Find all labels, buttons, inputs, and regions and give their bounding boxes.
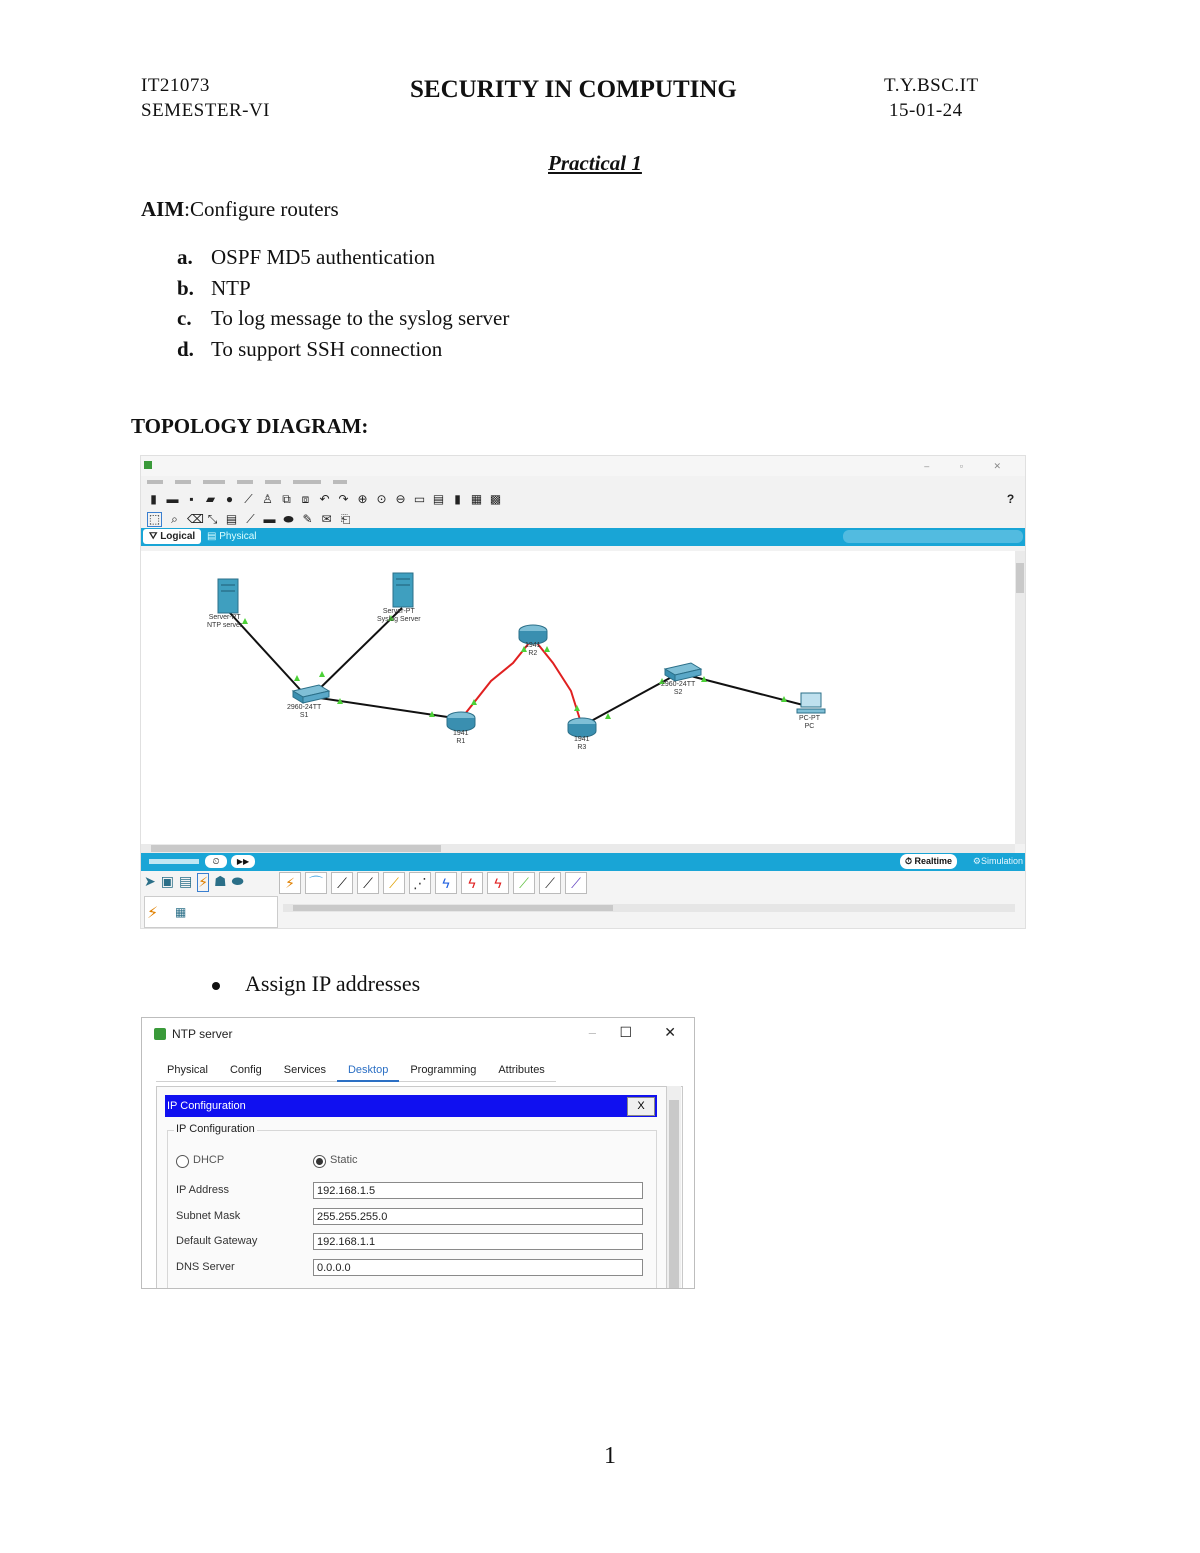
subnet-mask-field[interactable]: 255.255.255.0: [313, 1208, 643, 1225]
class-name: T.Y.BSC.IT: [884, 75, 979, 96]
static-label: Static: [330, 1154, 358, 1166]
tab-desktop[interactable]: Desktop: [337, 1060, 399, 1082]
workspace-horizontal-scrollbar[interactable]: [141, 844, 1015, 853]
list-marker: a.: [177, 245, 193, 269]
window-tabs: [156, 1060, 556, 1082]
realtime-button[interactable]: ⏱ Realtime: [900, 854, 957, 869]
straight-cable-icon: ⟋: [331, 872, 353, 894]
zoom-in-icon[interactable]: ⊕: [357, 491, 368, 506]
menu-item[interactable]: [265, 480, 281, 484]
add-pdu-icon[interactable]: ✉: [321, 511, 332, 526]
logical-workspace[interactable]: [141, 551, 1015, 844]
console-icon[interactable]: ▦: [470, 491, 483, 506]
freeform-icon[interactable]: ✎: [302, 511, 313, 526]
link-s2-pc: [679, 673, 807, 706]
ip-configuration-close-button[interactable]: X: [627, 1097, 655, 1116]
ellipse-icon[interactable]: ⬬: [283, 511, 294, 526]
pt-window-controls: – ▫ ✕: [924, 461, 1015, 471]
aim: [141, 197, 339, 222]
tab-programming[interactable]: Programming: [399, 1060, 487, 1082]
router-r1-icon: [447, 712, 475, 731]
list-text: To support SSH connection: [211, 336, 443, 361]
link-status-lights: [242, 615, 787, 719]
minimize-icon[interactable]: –: [588, 1025, 596, 1040]
dns-server-label: DNS Server: [176, 1261, 235, 1273]
info-icon[interactable]: ●: [225, 491, 234, 506]
ntp-server-window: [141, 1017, 695, 1289]
ip-address-label: IP Address: [176, 1184, 229, 1196]
save-icon[interactable]: ▪: [189, 491, 194, 506]
device-label-ntp: Server-PT NTP server: [207, 614, 243, 629]
semester: SEMESTER-VI: [141, 100, 270, 121]
date: 15-01-24: [889, 100, 963, 121]
dhcp-radio[interactable]: [176, 1155, 189, 1168]
pt-app-icon: [154, 1028, 166, 1040]
rectangle-icon[interactable]: ▬: [263, 511, 276, 526]
device-label-s1: 2960-24TT S1: [287, 704, 322, 719]
list-item: [177, 303, 509, 334]
bullet-text: Assign IP addresses: [245, 971, 421, 996]
crossover-cable-icon: ⟋: [357, 872, 379, 894]
menu-item[interactable]: [203, 480, 225, 484]
zoom-out-icon[interactable]: ⊖: [395, 491, 406, 506]
connections-icon: ⚡: [198, 874, 209, 890]
router-r3-icon: [568, 718, 596, 737]
tab-config[interactable]: Config: [219, 1060, 273, 1082]
resize-icon[interactable]: ⤡: [207, 511, 218, 526]
console-cable-icon: ⌒: [305, 872, 327, 894]
zoom-reset-icon[interactable]: ⊙: [376, 491, 387, 506]
desktop-panel: [156, 1086, 683, 1289]
menu-item[interactable]: [147, 480, 163, 484]
tab-logical[interactable]: ⛛ Logical: [143, 529, 201, 544]
iot-cable-icon: ⟋: [539, 872, 561, 894]
inspect-icon[interactable]: ⌕: [171, 511, 178, 526]
practical-title: Practical 1: [548, 151, 642, 175]
pt-main-toolbar: [141, 488, 1025, 510]
list-item: [177, 334, 509, 365]
fiber-cable-icon: ⟋: [383, 872, 405, 894]
pt-app-icon: [144, 461, 152, 469]
line-icon[interactable]: ⟋: [246, 511, 255, 526]
multiuser-icon: ⬬: [231, 873, 244, 889]
viewport-controls[interactable]: [843, 530, 1023, 543]
link-s1-r1: [313, 697, 461, 719]
workspace-vertical-scrollbar[interactable]: [1015, 551, 1025, 844]
usb-cable-icon: ⟋: [565, 872, 587, 894]
device-template-icon[interactable]: ▤: [432, 491, 445, 506]
tab-services[interactable]: Services: [273, 1060, 337, 1082]
list-text: NTP: [211, 275, 251, 300]
tab-physical[interactable]: ▤ Physical: [207, 531, 257, 542]
network-devices-icon: ➤: [144, 873, 156, 889]
dhcp-label: DHCP: [193, 1154, 225, 1166]
device-label-s2: 2960-24TT S2: [661, 681, 696, 696]
list-item: [177, 273, 509, 304]
ip-configuration-titlebar: [165, 1095, 657, 1117]
list-marker: c.: [177, 306, 192, 330]
copy-icon[interactable]: ⧉: [282, 491, 291, 506]
close-icon[interactable]: ✕: [664, 1024, 676, 1040]
delete-icon[interactable]: ⌫: [187, 511, 204, 526]
paste-icon[interactable]: ⧈: [301, 491, 310, 506]
device-label-pc: PC-PT PC: [799, 715, 820, 730]
auto-connection-icon: ⚡: [279, 872, 301, 894]
undo-icon[interactable]: ↶: [319, 491, 330, 506]
coaxial-cable-icon: ϟ: [435, 872, 457, 894]
ip-address-field[interactable]: 192.168.1.5: [313, 1182, 643, 1199]
maximize-icon[interactable]: ☐: [619, 1024, 632, 1040]
pt-menubar: [141, 476, 1025, 488]
window-scrollbar[interactable]: [666, 1086, 681, 1289]
aim-text: :Configure routers: [184, 197, 339, 221]
note-icon[interactable]: ▤: [225, 511, 238, 526]
help-icon[interactable]: ?: [1006, 491, 1015, 506]
subnet-mask-label: Subnet Mask: [176, 1210, 241, 1222]
ip-configuration-group: [167, 1123, 657, 1289]
fast-forward-icon[interactable]: ▶▶: [231, 855, 255, 868]
server-ntp-icon: [218, 579, 238, 613]
task-list: [177, 242, 509, 364]
pt-time-bar: [141, 853, 1025, 871]
list-text: OSPF MD5 authentication: [211, 245, 435, 269]
dns-server-field[interactable]: 0.0.0.0: [313, 1259, 643, 1276]
menu-item[interactable]: [333, 480, 347, 484]
ip-configuration-title: IP Configuration: [167, 1100, 246, 1112]
device-label-r3: 1941 R3: [574, 736, 590, 751]
roll-number: IT21073: [141, 75, 210, 96]
device-palette: [141, 871, 1025, 928]
pt-workspace-bar: [141, 528, 1025, 546]
time-readout: [149, 859, 199, 864]
misc-icon: ☗: [214, 873, 227, 889]
power-cycle-icon[interactable]: ⏲: [205, 855, 227, 868]
serial-dte-icon: ϟ: [487, 872, 509, 894]
topology-heading: TOPOLOGY DIAGRAM:: [131, 414, 369, 438]
drawing-palette-icon[interactable]: ▭: [413, 491, 426, 506]
device-label-syslog: Server-PT Syslog Server: [377, 608, 421, 623]
default-gateway-label: Default Gateway: [176, 1235, 258, 1247]
aim-label: AIM: [141, 197, 185, 221]
connection-types[interactable]: [279, 871, 1024, 895]
device-label-r1: 1941 R1: [453, 730, 469, 745]
bullet-marker: [212, 982, 220, 990]
palette-scrollbar[interactable]: [283, 904, 1015, 912]
menu-item[interactable]: [293, 480, 321, 484]
custom-device-icon[interactable]: ▮: [454, 491, 461, 506]
select-icon[interactable]: ⬚: [148, 511, 161, 526]
default-gateway-field[interactable]: 192.168.1.1: [313, 1233, 643, 1250]
redo-icon[interactable]: ↷: [338, 491, 349, 506]
simulation-button[interactable]: ⚙Simulation: [972, 856, 1023, 866]
components-icon: ▤: [178, 873, 193, 889]
device-label-r2: 1941 R2: [525, 642, 541, 657]
pt-edit-toolbar: [141, 510, 1025, 528]
group-title: IP Configuration: [176, 1123, 255, 1135]
phone-cable-icon: ⋰: [409, 872, 431, 894]
packet-tracer-screenshot: [140, 455, 1026, 929]
pt-titlebar: [141, 456, 1025, 476]
topology-diagram: [141, 551, 1015, 844]
network-info-icon[interactable]: ♙: [262, 491, 273, 506]
print-icon[interactable]: ▰: [205, 491, 216, 506]
grid-subcategory-icon: ▦: [175, 905, 187, 919]
list-item: [177, 242, 509, 273]
bullet-item: [212, 971, 420, 997]
server-syslog-icon: [393, 573, 413, 607]
list-marker: b.: [177, 275, 194, 300]
menu-item[interactable]: [237, 480, 253, 484]
tab-physical[interactable]: Physical: [156, 1060, 219, 1082]
connections-subcategory-icon: ⚡: [147, 905, 159, 922]
end-devices-icon: ▣: [160, 873, 174, 889]
octal-cable-icon: ⟋: [513, 872, 535, 894]
wizard-icon[interactable]: ⟋: [244, 491, 253, 506]
pc-icon: [797, 693, 825, 713]
list-text: To log message to the syslog server: [211, 306, 510, 330]
tab-attributes[interactable]: Attributes: [487, 1060, 555, 1082]
serial-dce-icon: ϟ: [461, 872, 483, 894]
static-radio[interactable]: [313, 1155, 326, 1168]
list-marker: d.: [177, 336, 194, 361]
open-folder-icon[interactable]: ▬: [166, 491, 179, 506]
device-subcategory-panel[interactable]: [144, 896, 278, 928]
image-icon[interactable]: ▩: [489, 491, 502, 506]
page-number: 1: [604, 1443, 616, 1469]
device-category-icons[interactable]: [144, 873, 244, 892]
menu-item[interactable]: [175, 480, 191, 484]
window-title: NTP server: [172, 1027, 233, 1041]
new-file-icon[interactable]: ▮: [150, 491, 157, 506]
document-title: SECURITY IN COMPUTING: [410, 76, 737, 103]
complex-pdu-icon[interactable]: ⎗: [340, 511, 351, 526]
